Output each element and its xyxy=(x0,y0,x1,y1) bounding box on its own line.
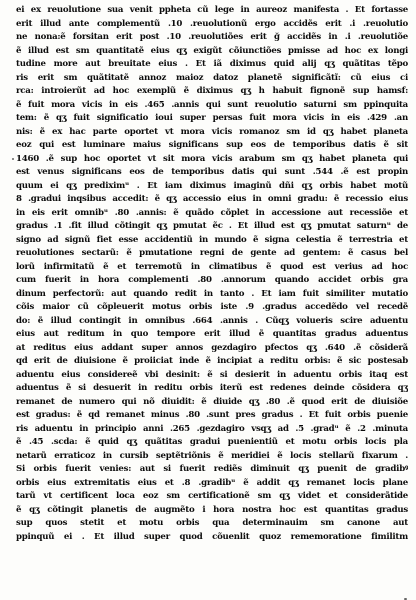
text-line: dinum perfectorũ: aut quando redit in tanto . Et iam fuit similiter mutatio xyxy=(16,288,408,299)
text-line: est gradus: ẽ qd remanet minus .80 .sunt pres gradus . Et fuit orbis puenie xyxy=(16,410,408,420)
text-line: Si orbis fuerit venies: aut si fuerit rediẽs diminuit qʒ puenit de gradibꝰ xyxy=(16,464,408,474)
text-line: ẽ fuit mora vicis in eis .465 .annis qui sunt reuolutio saturni sm ppinquita xyxy=(16,99,408,110)
text-line: nis: ẽ ex hac parte oportet vt mora vicis romanoz sm id qʒ habet planeta xyxy=(16,126,408,137)
text-line: 8 .gradui inqsibus accedit: ẽ qʒ accessio eius in omni gradu: ẽ recessio eius xyxy=(16,194,408,204)
text-line: cõis maior cũ cõpleuerit motus orbis iste .9 .gradus accedẽdo vel recedẽ xyxy=(16,302,408,312)
text-line: ẽ qʒ cõtingit planetis de augmẽto i hora nostra hoc est quantitas gradus xyxy=(16,504,408,515)
text-line: est venus significans eos de temporibus datis qui sunt .544 .ẽ est propin xyxy=(16,167,408,177)
text-line: orbis eius extremitatis eius et .8 .gradibᵘ ẽ addit qʒ remanet locis plane xyxy=(16,477,408,488)
text-line: sup quos stetit et motu orbis qua determinauim sm canone aut xyxy=(16,518,408,528)
text-line: reuolutiones sectarũ: ẽ pmutatione regni de gente ad gentem: ẽ casus bel xyxy=(16,248,408,258)
text-line: quum ei qʒ prediximᵘ . Et iam diximus imaginũ dñi qʒ orbis habet motũ xyxy=(16,180,408,191)
text-line: qd erit de diuisione ẽ proiiciat inde ẽ incipiat a reditu orbis: ẽ sic postesab xyxy=(16,356,408,366)
text-line: eius aut reditum in quo tempore erit illud ẽ quantitas gradus aduentus xyxy=(16,329,408,339)
text-line: cum fuerit in hora complementi .80 .annorum quando accidet orbis gra xyxy=(16,275,408,285)
text-line: signo ad signũ fiet esse accidentiũ in mundo ẽ signa celestia ẽ terrestria et xyxy=(16,234,408,245)
text-line: at reditus eius addant super annos gezdagiro pfectos qʒ .640 .ẽ cõsiderã xyxy=(16,342,408,353)
text-line: erit illud ante complementũ .10 .reuolutionũ ergo accidẽs erit .i .reuolutio xyxy=(16,18,408,29)
text-line: ei ex reuolutione sua venit ppheta cũ lege in aureoz manifesta . Et fortasse xyxy=(16,5,408,15)
text-line: ris aduentu in principio anni .265 .gezdagiro vsqʒ ad .5 .gradᵘ ẽ .2 .minuta xyxy=(16,423,408,434)
text-line: ris erit sm quãtitatẽ annoz maioz datoz planetẽ significãtĩ: cũ eius ci xyxy=(16,72,408,83)
text-line: aduentus ẽ si desuerit in reditu orbis iterũ est redenes deinde cõsidera qʒ xyxy=(16,383,408,393)
text-line: lorũ infirmitatũ ẽ et terremotũ in climatibus ẽ quod est verius ad hoc xyxy=(16,261,408,272)
text-line: ẽ illud est sm quantitatẽ eius qʒ exigũt cõiunctiões pmisse ad hoc ex longi xyxy=(16,45,408,56)
body-text xyxy=(16,4,408,544)
text-line: ẽ .45 .scda: ẽ quid qʒ quãtitas gradui puenientiũ et motu orbis locis pla xyxy=(16,437,408,447)
text-line: aduentu eius considereẽ vbi desinit: ẽ si desierit in aduentu orbis itaq est xyxy=(16,369,408,380)
text-line: 1460 .ẽ sup hoc oportet vt sit mora vicis arabum sm qʒ habet planeta qui xyxy=(16,153,408,164)
text-line: remanet de numero qui nõ diuidit: ẽ diuide qʒ .80 .ẽ quod erit de diuisiõe xyxy=(16,396,408,407)
text-line: gradus .1 .fit illud cõtingit qʒ pmutat ẽc . Et illud est qʒ pmutat saturnᵘ de xyxy=(16,221,408,231)
text-line: netarũ erraticoz in cursib septẽtriõnis ẽ meridiei ẽ locis stellarũ fixarum . xyxy=(16,450,408,461)
text-line: ne nona:ẽ forsitan erit post .10 .reuolutiões erit ğ accidẽs in .i .reuolutiõe xyxy=(16,32,408,42)
text-line: tem: ẽ qʒ fuit significatio ioui super persas fuit mora vicis in eis .429 .an xyxy=(16,113,408,123)
text-line: rca: introierũt ad hoc exemplũ ẽ diximus qʒ h habuit fignonẽ sup hamsf: xyxy=(16,86,408,96)
ink-speck xyxy=(12,158,14,160)
text-line: tudine more aut breuitate eius . Et iã diximus quid alij qʒ quãtitas tẽpo xyxy=(16,59,408,69)
text-line: eoz qui est luminare maius significans sup eos de temporibus datis ẽ sit xyxy=(16,140,408,150)
text-line: in eis erit omnibᵘ .80 .annis: ẽ quãdo cõplet in accessione aut recessiõe et xyxy=(16,207,408,218)
text-line: ppinquũ ei . Et illud super quod cõuenlit quoz rememoratione fimilitm xyxy=(16,531,408,542)
text-line: tarũ vt certificent loca eoz sm certificationẽ sm qʒ videt et considerãtide xyxy=(16,491,408,501)
text-line: do: ẽ illud contingit in omnibus .664 .annis . Cũqʒ volueris scire aduentu xyxy=(16,315,408,326)
